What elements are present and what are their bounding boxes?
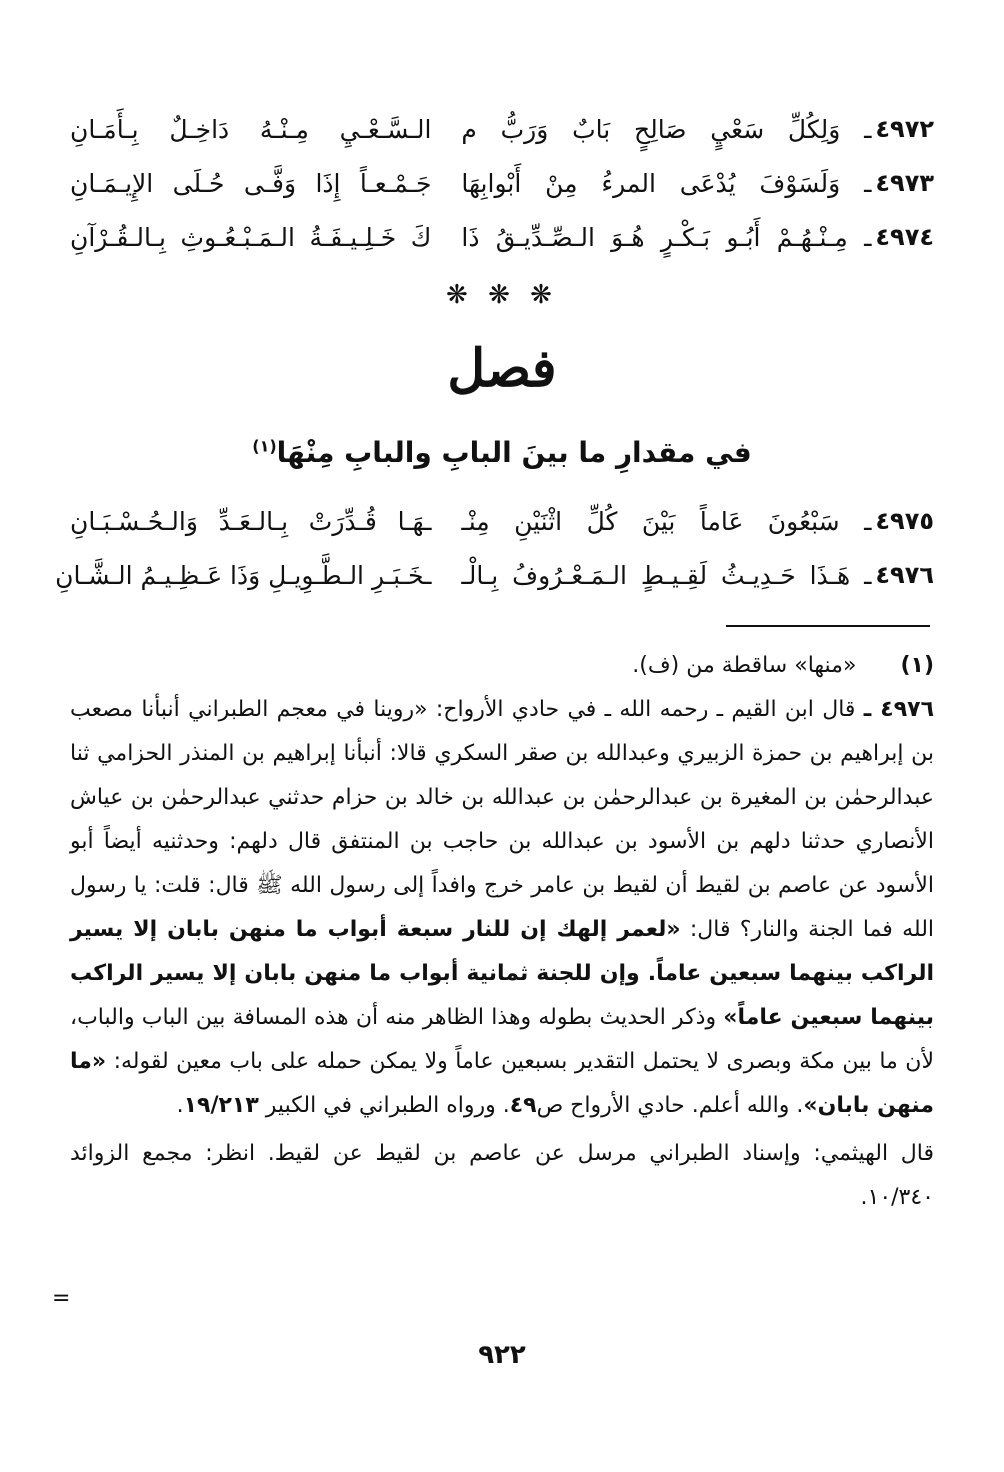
verse-hemistich-2: ـهَـا قُـدِّرَتْ بِـالـعَـدِّ وَالـحُـسْـبَـانِ [70, 506, 432, 536]
page-ref: ٤٩ [509, 1093, 537, 1118]
verse-hemistich-2: ـخَـبَـرِ الـطَّـوِيـلِ وَذَا عَـظِـيـمُ الـشَّـانِ [55, 560, 432, 590]
quote-inline: «ما منهن بابان» [70, 1049, 934, 1118]
verse-hemistich-2: الـسَّـعْـيِ مِـنْـهُ دَاخِـلٌ بِـأَمَـانِ [70, 114, 432, 144]
footnote-1 [70, 644, 934, 688]
page-number: ٩٢٢ [478, 1340, 526, 1370]
verse-4972 [70, 106, 934, 152]
commentary-text-5: قال الهيثمي: وإسناد الطبراني مرسل عن عاصم بن لقيط عن لقيط. انظر: مجمع الزوائد ١٠/٣٤٠. [70, 1141, 934, 1210]
section-separator: ❋ ❋ ❋ [446, 280, 558, 310]
volume-ref: ١٩/٢١٣ [183, 1093, 259, 1118]
continuation-mark: = [52, 1286, 71, 1311]
verse-hemistich-2: جَـمْـعـاً إِذَا وَفَّـى حُـلَى الإِيـمَـانِ [70, 168, 432, 198]
hadith-quote: «لعمر إلهك إن للنار سبعة أبواب ما منهن بابان إلا يسير الراكب بينهما سبعين عاماً. وإن للجنة ثمانية أبواب ما منهن بابان إلا يسير الراكب بينهما سبعين عاماً» [70, 917, 934, 1030]
commentary-4976 [70, 688, 934, 1220]
commentary-text: قال ابن القيم ـ رحمه الله ـ في حادي الأرواح: «روينا في معجم الطبراني أنبأنا مصعب بن إبراهيم بن حمزة الزبيري وعبدالله بن صقر السكري قالا: أنبأنا إبراهيم بن المنذر الحزامي ثنا عبدالرحمٰن بن المغيرة بن عبدالرحمٰن بن عبدالله بن خالد بن حزام حدثني عبدالرحمٰن بن عياش الأنصاري حدثنا دلهم بن الأسود بن عبدالله بن حاجب بن المنتفق قال دلهم: وحدثنيه أيضاً أبو الأسود عن عاصم بن لقيط أن لقيط بن عامر خرج وافداً إلى رسول الله ﷺ قال: قلت: يا رسول الله فما الجنة والنار؟ قال: [70, 697, 935, 942]
verse-hemistich-1: ـ وَلِكُلِّ سَعْيٍ صَالِحٍ بَابٌ وَرَبُّ م [461, 114, 872, 144]
subtitle-text: في مقدارِ ما بينَ البابِ والبابِ مِنْهَا [276, 436, 752, 469]
commentary-text-4: . ورواه الطبراني في الكبير [265, 1093, 510, 1118]
verse-number: ٤٩٧٢ [875, 115, 934, 143]
verse-number: ٤٩٧٦ [875, 561, 934, 589]
verse-4973 [70, 160, 934, 206]
verse-4974 [70, 214, 934, 260]
commentary-text-2: وذكر الحديث بطوله وهذا الظاهر منه أن هذه المسافة بين الباب والباب، لأن ما بين مكة وبصرى لا يحتمل التقدير بسبعين عاماً ولا يمكن حمله على باب معين لقوله: [70, 1005, 935, 1074]
footnote-text: «منها» ساقطة من (ف). [632, 653, 857, 678]
commentary-text-3: . والله أعلم. حادي الأرواح ص [536, 1093, 804, 1118]
footnote-divider [726, 625, 930, 627]
footnote-number: (١) [900, 653, 934, 678]
verse-4976 [55, 552, 934, 598]
verse-number: ٤٩٧٤ [875, 223, 934, 251]
verse-4975 [70, 498, 934, 544]
verse-hemistich-1: ـ مِـنْـهُـمْ أَبُـو بَـكْـرٍ هُـوَ الـصِّـدِّيـقُ ذَا [461, 222, 872, 252]
commentary-dot: . [176, 1093, 184, 1118]
footnote-ref[interactable]: (١) [252, 436, 277, 456]
verse-hemistich-2: كَ خَـلِـيـفَـةُ الـمَـبْـعُـوثِ بِـالـقُـرْآنِ [70, 222, 432, 252]
section-subtitle [0, 436, 1004, 469]
verse-number: ٤٩٧٥ [875, 507, 934, 535]
commentary-number: ٤٩٧٦ ـ [863, 697, 934, 722]
verse-number: ٤٩٧٣ [875, 169, 934, 197]
verse-hemistich-1: ـ هَـذَا حَـدِيـثُ لَقِـيـطٍ الـمَـعْـرُوفُ بِـالْـ [461, 560, 872, 590]
verse-hemistich-1: ـ سَبْعُونَ عَاماً بَيْنَ كُلِّ اثْنَيْنِ مِنْـ [461, 506, 872, 536]
section-heading: فصل [447, 338, 557, 399]
verse-hemistich-1: ـ وَلَسَوْفَ يُدْعَى المرءُ مِنْ أَبْوابِهَا [461, 168, 872, 198]
